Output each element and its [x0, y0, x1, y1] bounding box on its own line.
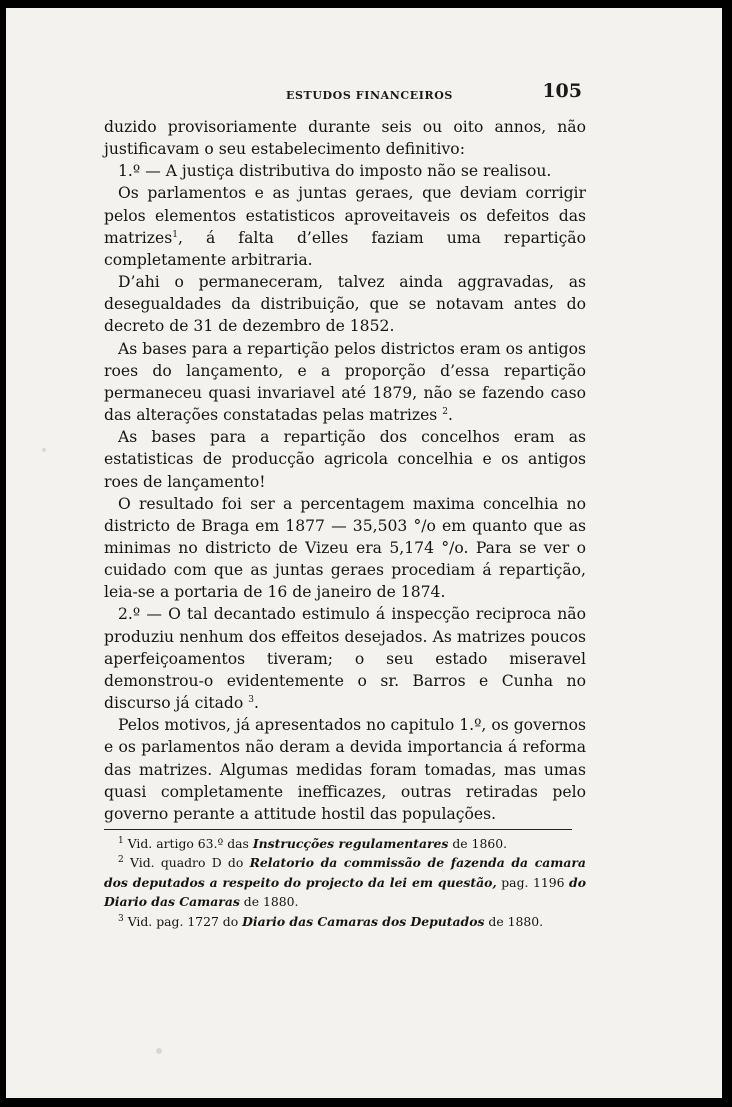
paragraph: 2.º — O tal decantado estimulo á inspecção reciproca não produziu nenhum dos effeitos desejados. As matrizes poucos aperfeiçoamentos tiveram; o seu estado miseravel demonstrou-o evidentemente o sr. Barros e Cunha no discurso já citado $^3$.: [104, 605, 586, 713]
paragraph: Os parlamentos e as juntas geraes, que deviam corrigir pelos elementos estatisticos aproveitaveis os defeitos das matrizes$^1$, á falta d’elles faziam uma repartição completamente arbitraria.: [104, 184, 586, 269]
paragraph: 1.º — A justiça distributiva do imposto não se realisou.: [118, 162, 552, 181]
footnote-divider: [104, 829, 572, 830]
paragraph: Pelos motivos, já apresentados no capitulo 1.º, os governos e os parlamentos não deram a devida importancia á reforma das matrizes. Algumas medidas foram tomadas, mas umas quasi completamente inefficazes, outras retiradas pelo governo perante a attitude hostil das populações.: [104, 716, 586, 823]
running-title: ESTUDOS FINANCEIROS: [286, 89, 453, 102]
paragraph: As bases para a repartição dos concelhos eram as estatisticas de producção agricola concelhia e os antigos roes de lançamento!: [104, 428, 586, 491]
page-number: 105: [542, 80, 582, 102]
paper-stain: [42, 448, 46, 452]
paragraph: D’ahi o permaneceram, talvez ainda aggravadas, as desegualdades da distribuição, que se notavam antes do decreto de 31 de dezembro de 1852.: [104, 273, 586, 336]
footnote: $^3$ Vid. pag. 1727 do Diario das Camaras dos Deputados de 1880.: [118, 913, 544, 929]
paragraph: duzido provisoriamente durante seis ou oito annos, não justificavam o seu estabelecimento definitivo:: [104, 118, 586, 159]
body-text: [104, 116, 586, 825]
footnote-ref: 1: [172, 229, 178, 240]
paper-stain: [156, 1048, 162, 1054]
footnote: $^2$ Vid. quadro D do Relatorio da commissão de fazenda da camara dos deputados a respeito do projecto da lei em questão, pag. 1196 do Diario das Camaras de 1880.: [104, 855, 586, 910]
paragraph: O resultado foi ser a percentagem maxima concelhia no districto de Braga em 1877 — 35,503 °/o em quanto que as minimas no districto de Vizeu era 5,174 °/o. Para se ver o cuidado com que as juntas geraes procediam á repartição, leia-se a portaria de 16 de janeiro de 1874.: [104, 494, 586, 602]
footnote: $^1$ Vid. artigo 63.º das Instrucções regulamentares de 1860.: [118, 835, 508, 851]
footnotes: [104, 834, 586, 931]
footnote-ref: 2: [442, 406, 449, 417]
footnote-ref: 3: [248, 694, 254, 705]
paragraph: As bases para a repartição pelos districtos eram os antigos roes do lançamento, e a proporção d’essa repartição permaneceu quasi invariavel até 1879, não se fazendo caso das alterações constatadas pelas matrizes $^2$.: [104, 339, 586, 425]
page-header: [104, 80, 590, 110]
